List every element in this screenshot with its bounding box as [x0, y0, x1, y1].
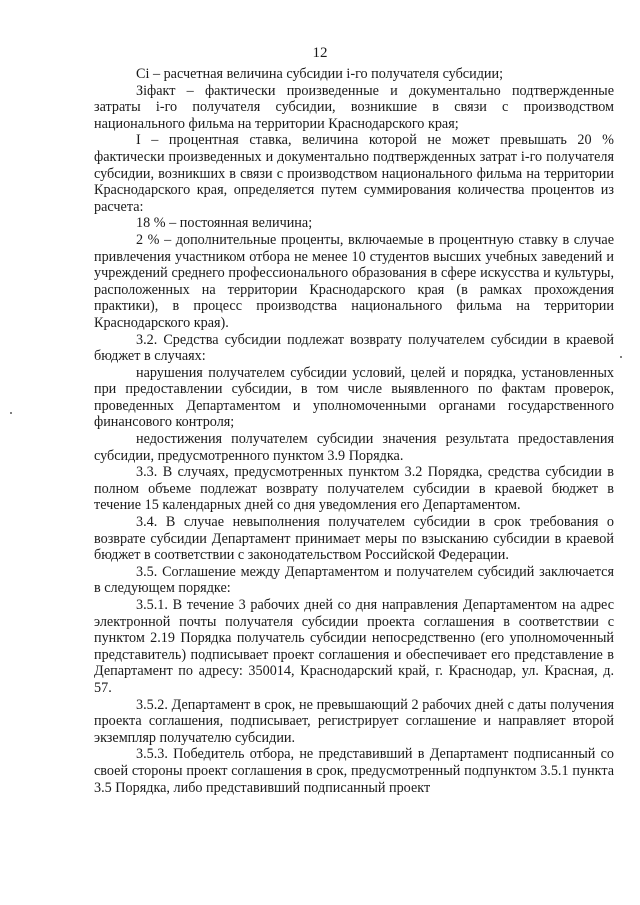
paragraph-rate-definition: I – процентная ставка, величина которой не может превышать 20 % фактически произведенных и документально подтвержденных затрат i-го получателя субсидии, возникших в связи с производством национального фильма на территории Краснодарского края, определяется путем суммирования количества процентов из расчета:	[94, 132, 614, 215]
paragraph-3-2: 3.2. Средства субсидии подлежат возврату получателем субсидии в краевой бюджет в случаях:	[94, 331, 614, 365]
paragraph-3-5-1: 3.5.1. В течение 3 рабочих дней со дня направления Департаментом на адрес электронной почты получателя субсидии проекта соглашения в соответствии с пунктом 2.19 Порядка получатель субсидии непосредственно (его уполномоченный представитель) подписывает проект соглашения и обеспечивает его представление в Департамент по адресу: 350014, Краснодарский край, г. Краснодар, ул. Красная, д. 57.	[94, 597, 614, 696]
paragraph-3-5: 3.5. Соглашение между Департаментом и получателем субсидий заключается в следующем порядке:	[94, 563, 614, 597]
paragraph-3-3: 3.3. В случаях, предусмотренных пунктом 3.2 Порядка, средства субсидии в полном объеме подлежат возврату получателем субсидии в краевой бюджет в течение 15 календарных дней со дня уведомления его Департаментом.	[94, 464, 614, 514]
paragraph-3-2-nonachievement: недостижения получателем субсидии значения результата предоставления субсидии, предусмотренного пунктом 3.9 Порядка.	[94, 431, 614, 464]
paragraph-3-2-violation: нарушения получателем субсидии условий, целей и порядка, установленных при предоставлении субсидии, в том числе выявленного по фактам проверок, проведенных Департаментом и уполномоченными органами государственного финансового контроля;	[94, 364, 614, 431]
paragraph-additional-rate: 2 % – дополнительные проценты, включаемые в процентную ставку в случае привлечения участником отбора не менее 10 студентов высших учебных заведений и учреждений среднего профессионального образования в сфере искусства и культуры, расположенных на территории Краснодарского края (в рамках прохождения практики), в процесс производства национального фильма на территории Краснодарского края).	[94, 231, 614, 331]
scan-speck	[10, 412, 12, 414]
page-number: 12	[312, 45, 328, 61]
paragraph-zfact-definition: Зiфакт – фактически произведенные и документально подтвержденные затраты i-го получателя субсидии, возникшие в связи с производством национального фильма на территории Краснодарского края;	[94, 82, 614, 132]
scan-speck	[620, 356, 622, 358]
paragraph-constant-rate: 18 % – постоянная величина;	[136, 215, 313, 232]
paragraph-3-5-2: 3.5.2. Департамент в срок, не превышающий 2 рабочих дней с даты получения проекта соглашения, подписывает, регистрирует соглашение и направляет второй экземпляр получателю субсидии.	[94, 696, 614, 746]
paragraph-3-5-3: 3.5.3. Победитель отбора, не представивший в Департамент подписанный со своей стороны проект соглашения в срок, предусмотренный подпунктом 3.5.1 пункта 3.5 Порядка, либо представивший подписанный проект	[94, 746, 614, 796]
paragraph-ci-definition: Ci – расчетная величина субсидии i-го получателя субсидии;	[136, 66, 504, 82]
paragraph-3-4: 3.4. В случае невыполнения получателем субсидии в срок требования о возврате субсидии Департамент принимает меры по взысканию субсидии в краевой бюджет в соответствии с законодательством Российской Федерации.	[94, 514, 614, 564]
document-body	[94, 66, 614, 796]
